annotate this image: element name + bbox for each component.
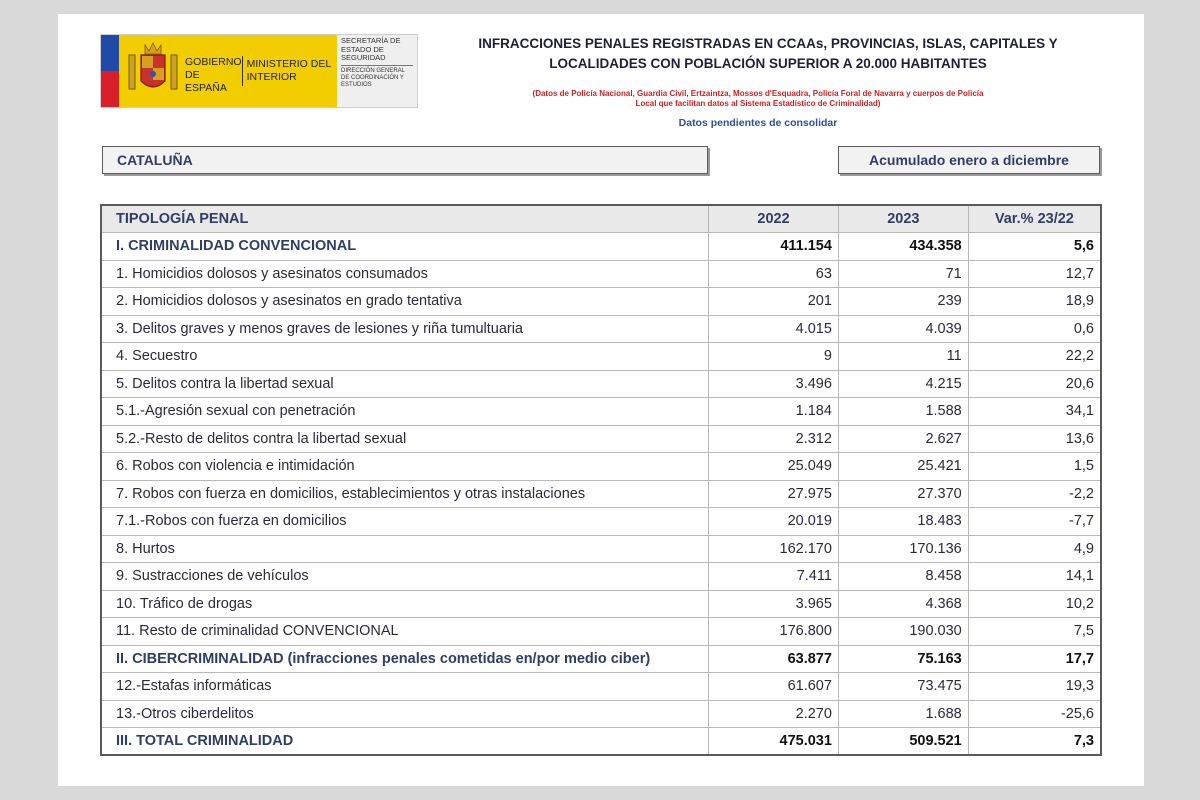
row-variation: 7,5 bbox=[968, 618, 1101, 646]
table-section-row bbox=[101, 645, 1101, 673]
source-note-line-2: Local que facilitan datos al Sistema Estadístico de Criminalidad) bbox=[635, 99, 881, 108]
title-line-1: INFRACCIONES PENALES REGISTRADAS EN CCAAs, PROVINCIAS, ISLAS, CAPITALES Y bbox=[478, 36, 1058, 51]
crime-table bbox=[100, 204, 1102, 756]
column-header-2023: 2023 bbox=[838, 205, 968, 233]
row-value-2023: 18.483 bbox=[838, 508, 968, 536]
coat-of-arms-icon bbox=[125, 41, 181, 101]
table-row bbox=[101, 480, 1101, 508]
row-value-2022: 3.496 bbox=[709, 370, 839, 398]
logo-ministerio-text: MINISTERIO DEL INTERIOR bbox=[246, 58, 331, 83]
row-value-2023: 8.458 bbox=[838, 563, 968, 591]
row-value-2023: 2.627 bbox=[838, 425, 968, 453]
row-label: 1. Homicidios dolosos y asesinatos consumados bbox=[101, 260, 709, 288]
row-variation: 20,6 bbox=[968, 370, 1101, 398]
row-variation: 1,5 bbox=[968, 453, 1101, 481]
row-label: 6. Robos con violencia e intimidación bbox=[101, 453, 709, 481]
government-logo bbox=[100, 34, 418, 108]
row-value-2022: 176.800 bbox=[709, 618, 839, 646]
row-label: 12.-Estafas informáticas bbox=[101, 673, 709, 701]
row-value-2022: 2.270 bbox=[709, 700, 839, 728]
row-label: 4. Secuestro bbox=[101, 343, 709, 371]
row-variation: 22,2 bbox=[968, 343, 1101, 371]
row-variation: 0,6 bbox=[968, 315, 1101, 343]
row-value-2023: 25.421 bbox=[838, 453, 968, 481]
row-value-2023: 11 bbox=[838, 343, 968, 371]
logo-secretaria-text: SECRETARÍA DE ESTADO DE SEGURIDAD bbox=[341, 36, 401, 62]
source-note bbox=[488, 89, 1028, 109]
table-row bbox=[101, 398, 1101, 426]
row-value-2023: 1.688 bbox=[838, 700, 968, 728]
table-row bbox=[101, 563, 1101, 591]
row-label: II. CIBERCRIMINALIDAD (infracciones penales cometidas en/por medio ciber) bbox=[101, 645, 709, 673]
row-label: 11. Resto de criminalidad CONVENCIONAL bbox=[101, 618, 709, 646]
table-row bbox=[101, 370, 1101, 398]
row-value-2023: 4.368 bbox=[838, 590, 968, 618]
row-label: 8. Hurtos bbox=[101, 535, 709, 563]
row-label: 9. Sustracciones de vehículos bbox=[101, 563, 709, 591]
row-value-2023: 190.030 bbox=[838, 618, 968, 646]
row-label: 10. Tráfico de drogas bbox=[101, 590, 709, 618]
row-value-2023: 73.475 bbox=[838, 673, 968, 701]
eu-flag-stripe bbox=[101, 35, 119, 107]
row-value-2022: 2.312 bbox=[709, 425, 839, 453]
row-value-2023: 434.358 bbox=[838, 233, 968, 261]
row-value-2023: 239 bbox=[838, 288, 968, 316]
row-label: 5.1.-Agresión sexual con penetración bbox=[101, 398, 709, 426]
table-header-row bbox=[101, 205, 1101, 233]
table-row bbox=[101, 508, 1101, 536]
logo-yellow-panel bbox=[119, 35, 337, 107]
row-value-2023: 71 bbox=[838, 260, 968, 288]
table-body bbox=[101, 233, 1101, 756]
row-variation: -25,6 bbox=[968, 700, 1101, 728]
table-row bbox=[101, 260, 1101, 288]
column-header-variation: Var.% 23/22 bbox=[968, 205, 1101, 233]
row-value-2022: 162.170 bbox=[709, 535, 839, 563]
row-value-2022: 63 bbox=[709, 260, 839, 288]
row-value-2023: 1.588 bbox=[838, 398, 968, 426]
row-value-2023: 75.163 bbox=[838, 645, 968, 673]
table-row bbox=[101, 590, 1101, 618]
row-value-2022: 61.607 bbox=[709, 673, 839, 701]
row-value-2023: 4.215 bbox=[838, 370, 968, 398]
row-variation: 4,9 bbox=[968, 535, 1101, 563]
table-row bbox=[101, 618, 1101, 646]
row-value-2022: 1.184 bbox=[709, 398, 839, 426]
region-label: CATALUÑA bbox=[102, 146, 708, 174]
period-label: Acumulado enero a diciembre bbox=[838, 146, 1100, 174]
row-variation: 13,6 bbox=[968, 425, 1101, 453]
row-variation: 19,3 bbox=[968, 673, 1101, 701]
document-page bbox=[58, 14, 1144, 786]
row-variation: -7,7 bbox=[968, 508, 1101, 536]
row-variation: 10,2 bbox=[968, 590, 1101, 618]
row-value-2023: 27.370 bbox=[838, 480, 968, 508]
table-section-row bbox=[101, 233, 1101, 261]
row-value-2022: 27.975 bbox=[709, 480, 839, 508]
row-label: I. CRIMINALIDAD CONVENCIONAL bbox=[101, 233, 709, 261]
row-variation: 18,9 bbox=[968, 288, 1101, 316]
source-note-line-1: (Datos de Policía Nacional, Guardia Civil, Ertzaintza, Mossos d'Esquadra, Policía Foral de Navarra y cuerpos de Policía bbox=[532, 89, 984, 98]
row-variation: 17,7 bbox=[968, 645, 1101, 673]
row-value-2022: 20.019 bbox=[709, 508, 839, 536]
row-value-2023: 509.521 bbox=[838, 728, 968, 756]
table-row bbox=[101, 288, 1101, 316]
column-header-tipologia: TIPOLOGÍA PENAL bbox=[101, 205, 709, 233]
row-label: 5. Delitos contra la libertad sexual bbox=[101, 370, 709, 398]
table-row bbox=[101, 425, 1101, 453]
page-title bbox=[428, 34, 1108, 74]
table-row bbox=[101, 535, 1101, 563]
row-label: III. TOTAL CRIMINALIDAD bbox=[101, 728, 709, 756]
row-label: 7.1.-Robos con fuerza en domicilios bbox=[101, 508, 709, 536]
row-variation: 7,3 bbox=[968, 728, 1101, 756]
row-value-2023: 4.039 bbox=[838, 315, 968, 343]
table-row bbox=[101, 315, 1101, 343]
table-row bbox=[101, 700, 1101, 728]
row-variation: 14,1 bbox=[968, 563, 1101, 591]
logo-direccion-text: DIRECCIÓN GENERAL DE COORDINACIÓN Y ESTUDIOS bbox=[341, 67, 405, 88]
row-label: 7. Robos con fuerza en domicilios, establecimientos y otras instalaciones bbox=[101, 480, 709, 508]
row-variation: 5,6 bbox=[968, 233, 1101, 261]
row-value-2022: 4.015 bbox=[709, 315, 839, 343]
row-variation: -2,2 bbox=[968, 480, 1101, 508]
row-value-2022: 411.154 bbox=[709, 233, 839, 261]
row-value-2022: 63.877 bbox=[709, 645, 839, 673]
row-value-2022: 9 bbox=[709, 343, 839, 371]
table-row bbox=[101, 673, 1101, 701]
row-value-2023: 170.136 bbox=[838, 535, 968, 563]
row-label: 2. Homicidios dolosos y asesinatos en grado tentativa bbox=[101, 288, 709, 316]
column-header-2022: 2022 bbox=[709, 205, 839, 233]
row-value-2022: 25.049 bbox=[709, 453, 839, 481]
row-value-2022: 3.965 bbox=[709, 590, 839, 618]
logo-secretaria-panel bbox=[337, 35, 417, 107]
row-value-2022: 475.031 bbox=[709, 728, 839, 756]
title-line-2: LOCALIDADES CON POBLACIÓN SUPERIOR A 20.000 HABITANTES bbox=[549, 56, 987, 71]
row-label: 13.-Otros ciberdelitos bbox=[101, 700, 709, 728]
row-label: 5.2.-Resto de delitos contra la libertad sexual bbox=[101, 425, 709, 453]
table-row bbox=[101, 343, 1101, 371]
row-label: 3. Delitos graves y menos graves de lesiones y riña tumultuaria bbox=[101, 315, 709, 343]
row-value-2022: 7.411 bbox=[709, 563, 839, 591]
row-variation: 34,1 bbox=[968, 398, 1101, 426]
table-row bbox=[101, 453, 1101, 481]
logo-gobierno-text: GOBIERNO DE ESPAÑA bbox=[181, 56, 243, 86]
row-value-2022: 201 bbox=[709, 288, 839, 316]
row-variation: 12,7 bbox=[968, 260, 1101, 288]
pending-notice: Datos pendientes de consolidar bbox=[678, 117, 838, 129]
table-section-row bbox=[101, 728, 1101, 756]
